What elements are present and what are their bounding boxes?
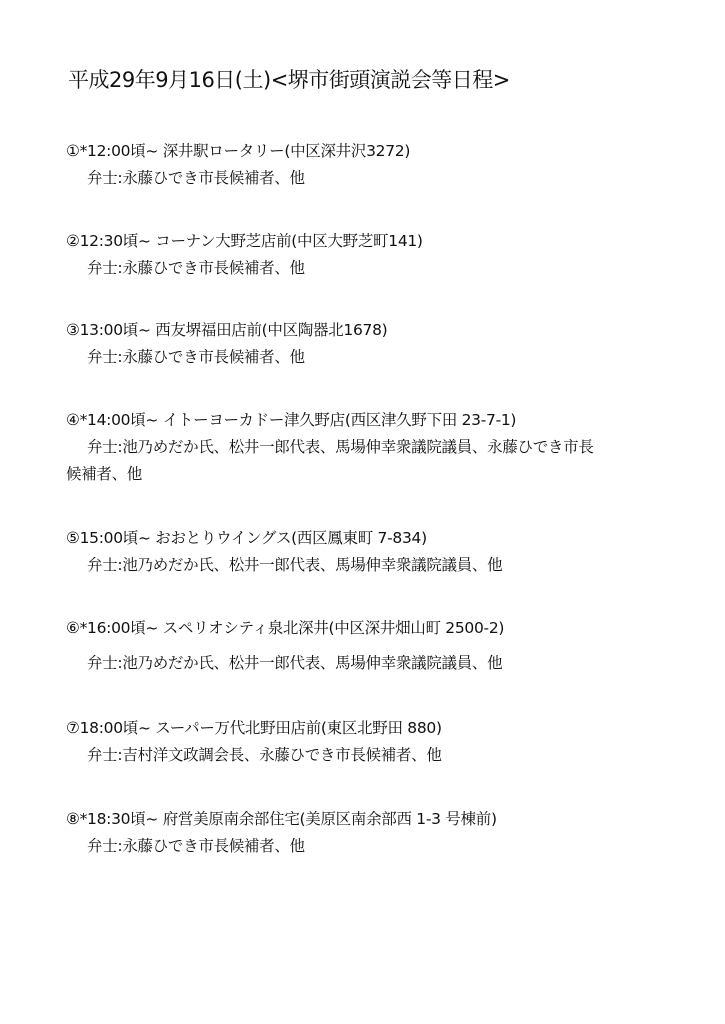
- entry-speakers-continued: 候補者、他: [66, 465, 143, 483]
- entry-heading: ④*14:00頃~ イトーヨーカドー津久野店(西区津久野下田 23-7-1): [66, 411, 517, 429]
- schedule-entry-5: [66, 525, 666, 579]
- entry-speakers: 弁士:永藤ひでき市長候補者、他: [87, 837, 305, 855]
- entry-speakers: 弁士:池乃めだか氏、松井一郎代表、馬場伸幸衆議院議員、他: [87, 556, 503, 574]
- entry-speakers: 弁士:池乃めだか氏、松井一郎代表、馬場伸幸衆議院議員、他: [87, 654, 503, 672]
- entry-heading: ②12:30頃~ コーナン大野芝店前(中区大野芝町141): [66, 232, 423, 250]
- entry-speakers: 弁士:池乃めだか氏、松井一郎代表、馬場伸幸衆議院議員、永藤ひでき市長: [87, 438, 594, 456]
- entry-heading: ⑥*16:00頃~ スペリオシティ泉北深井(中区深井畑山町 2500-2): [66, 619, 505, 637]
- entry-speakers: 弁士:吉村洋文政調会長、永藤ひでき市長候補者、他: [87, 746, 442, 764]
- schedule-entry-6: [66, 615, 666, 677]
- entry-heading: ①*12:00頃~ 深井駅ロータリー(中区深井沢3272): [66, 142, 411, 160]
- entry-heading: ⑤15:00頃~ おおとりウイングス(西区鳳東町 7-834): [66, 529, 427, 547]
- entry-speakers: 弁士:永藤ひでき市長候補者、他: [87, 348, 305, 366]
- schedule-entry-4: [66, 407, 666, 488]
- schedule-entry-2: [66, 228, 666, 282]
- document-title: 平成29年9月16日(土)<堺市街頭演説会等日程>: [68, 68, 510, 92]
- entry-speakers: 弁士:永藤ひでき市長候補者、他: [87, 259, 305, 277]
- schedule-entry-7: [66, 715, 666, 769]
- entry-heading: ③13:00頃~ 西友堺福田店前(中区陶器北1678): [66, 321, 388, 339]
- schedule-entry-8: [66, 806, 666, 860]
- schedule-entry-1: [66, 138, 666, 192]
- schedule-entry-3: [66, 317, 666, 371]
- entry-speakers: 弁士:永藤ひでき市長候補者、他: [87, 169, 305, 187]
- entry-heading: ⑦18:00頃~ スーパー万代北野田店前(東区北野田 880): [66, 719, 442, 737]
- entry-heading: ⑧*18:30頃~ 府営美原南余部住宅(美原区南余部西 1-3 号棟前): [66, 810, 497, 828]
